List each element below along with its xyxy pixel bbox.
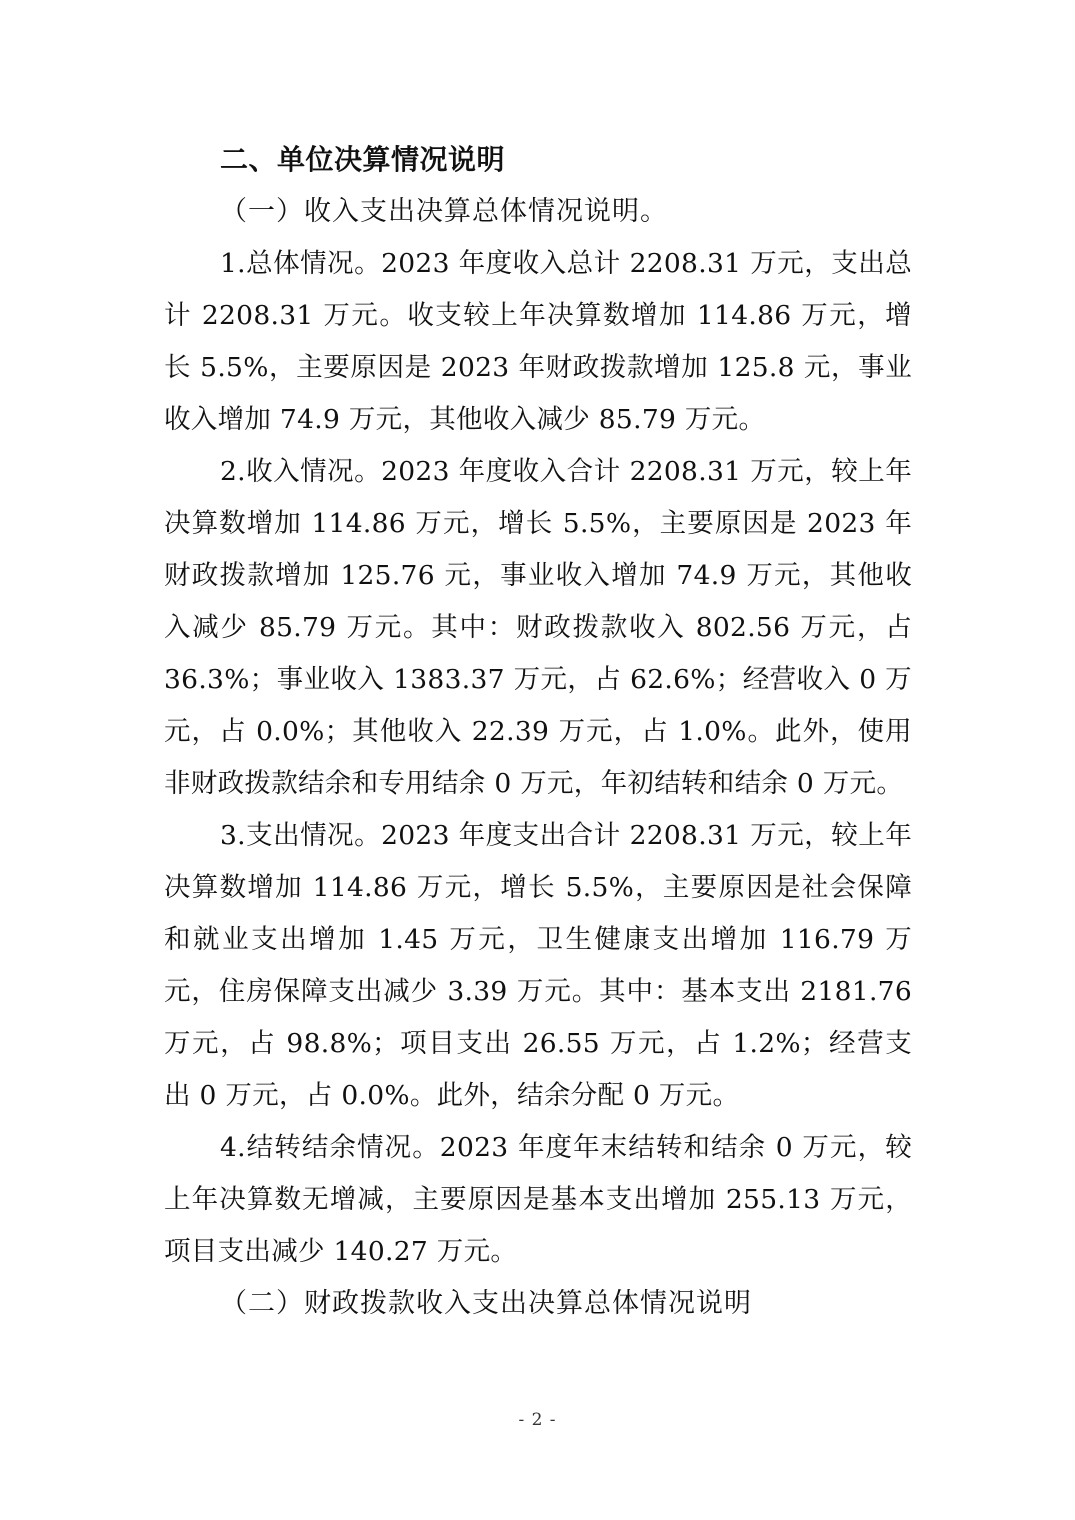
page-number: - 2 - [518, 1410, 557, 1430]
document-body [164, 134, 912, 1330]
subsection-heading-1: （一）收入支出决算总体情况说明。 [220, 196, 668, 227]
subsection-heading-2: （二）财政拨款收入支出决算总体情况说明 [220, 1288, 752, 1319]
paragraph-expenditure: 3.支出情况。2023 年度支出合计 2208.31 万元，较上年决算数增加 114.86 万元，增长 5.5%，主要原因是社会保障和就业支出增加 1.45 万元，卫生健康支出增加 116.79 万元，住房保障支出减少 3.39 万元。其中：基本支出 2181.76 万元，占 98.8%；项目支出 26.55 万元，占 1.2%；经营支出 0 万元，占 0.0%。此外，结余分配 0 万元。 [164, 820, 912, 1111]
paragraph-income: 2.收入情况。2023 年度收入合计 2208.31 万元，较上年决算数增加 114.86 万元，增长 5.5%，主要原因是 2023 年财政拨款增加 125.76 元，事业收入增加 74.9 万元，其他收入减少 85.79 万元。其中：财政拨款收入 802.56 万元，占 36.3%；事业收入 1383.37 万元，占 62.6%；经营收入 0 万元，占 0.0%；其他收入 22.39 万元，占 1.0%。此外，使用非财政拨款结余和专用结余 0 万元，年初结转和结余 0 万元。 [164, 456, 912, 799]
paragraph-carryover: 4.结转结余情况。2023 年度年末结转和结余 0 万元，较上年决算数无增减，主要原因是基本支出增加 255.13 万元，项目支出减少 140.27 万元。 [164, 1132, 912, 1267]
paragraph-overall: 1.总体情况。2023 年度收入总计 2208.31 万元，支出总计 2208.31 万元。收支较上年决算数增加 114.86 万元，增长 5.5%，主要原因是 2023 年财政拨款增加 125.8 元，事业收入增加 74.9 万元，其他收入减少 85.79 万元。 [164, 248, 912, 435]
section-heading: 二、单位决算情况说明 [220, 143, 506, 176]
